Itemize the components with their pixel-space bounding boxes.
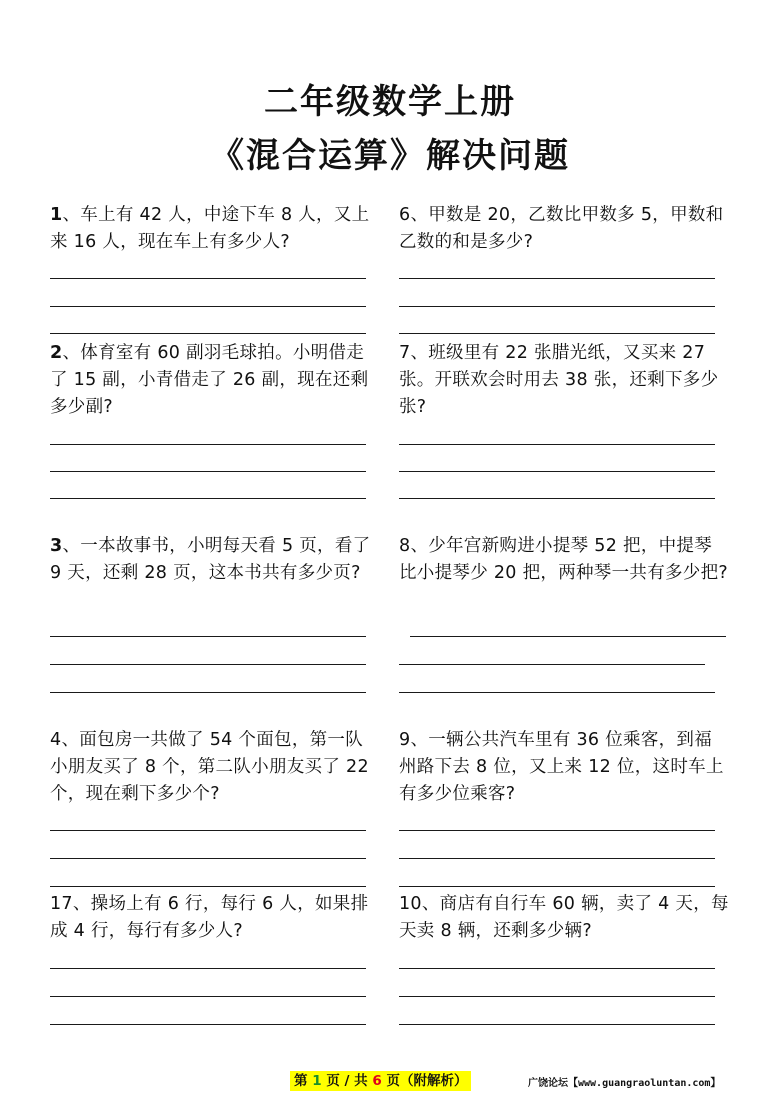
answer-line	[399, 444, 715, 445]
answer-line	[399, 692, 715, 693]
answer-line	[50, 664, 366, 665]
problem-text: 、少年宫新购进小提琴 52 把，中提琴比小提琴少 20 把，两种琴一共有多少把?	[399, 536, 728, 583]
answer-line	[399, 886, 715, 887]
problem-number: 17	[50, 894, 73, 914]
answer-line	[50, 996, 366, 997]
problem-1	[50, 202, 380, 256]
answer-line	[50, 333, 366, 334]
answer-line	[50, 306, 366, 307]
answer-line	[399, 968, 715, 969]
problem-number: 2	[50, 343, 63, 363]
answer-line	[410, 636, 726, 637]
page-middle: 页 / 共	[326, 1073, 368, 1089]
answer-line	[50, 1024, 366, 1025]
page-title: 二年级数学上册	[264, 82, 516, 122]
answer-line	[399, 471, 715, 472]
problem-text: 、一本故事书，小明每天看 5 页，看了 9 天，还剩 28 页，这本书共有多少页?	[50, 536, 371, 583]
answer-line	[50, 444, 366, 445]
problem-text: 、车上有 42 人，中途下车 8 人，又上来 16 人，现在车上有多少人?	[50, 205, 370, 252]
problem-number: 9	[399, 730, 411, 750]
current-page-number: 1	[312, 1073, 322, 1089]
problem-text: 、操场上有 6 行，每行 6 人，如果排成 4 行，每行有多少人?	[50, 894, 369, 941]
site-credit: 广饶论坛【www.guangraoluntan.com】	[528, 1078, 721, 1089]
answer-line	[399, 1024, 715, 1025]
problem-number: 7	[399, 343, 411, 363]
answer-line	[50, 692, 366, 693]
problem-2	[50, 340, 380, 421]
problem-number: 10	[399, 894, 422, 914]
page-suffix: 页（附解析）	[386, 1073, 468, 1089]
problem-text: 、面包房一共做了 54 个面包，第一队小朋友买了 8 个，第二队小朋友买了 22 个，现在剩下多少个?	[50, 730, 369, 804]
answer-line	[50, 830, 366, 831]
problem-number: 6	[399, 205, 411, 225]
problem-number: 4	[50, 730, 62, 750]
problem-10	[399, 891, 729, 945]
answer-line	[399, 306, 715, 307]
answer-line	[399, 858, 715, 859]
page-subtitle: 《混合运算》解决问题	[210, 136, 570, 176]
problem-4	[50, 727, 380, 808]
answer-line	[50, 968, 366, 969]
answer-line	[399, 498, 715, 499]
answer-line	[50, 858, 366, 859]
problem-text: 、班级里有 22 张腊光纸，又买来 27 张。开联欢会时用去 38 张，还剩下多少张?	[399, 343, 719, 417]
answer-line	[50, 278, 366, 279]
answer-line	[399, 830, 715, 831]
problem-3	[50, 533, 380, 587]
page-prefix: 第	[294, 1073, 308, 1089]
problem-number: 8	[399, 536, 411, 556]
answer-line	[50, 886, 366, 887]
answer-line	[399, 996, 715, 997]
problem-number: 3	[50, 536, 63, 556]
answer-line	[399, 333, 715, 334]
problem-7	[399, 340, 729, 421]
problem-text: 、甲数是 20，乙数比甲数多 5，甲数和乙数的和是多少?	[399, 205, 724, 252]
answer-line	[50, 636, 366, 637]
answer-line	[399, 664, 705, 665]
answer-line	[399, 278, 715, 279]
problem-17	[50, 891, 380, 945]
problem-number: 1	[50, 205, 63, 225]
problem-text: 、商店有自行车 60 辆，卖了 4 天，每天卖 8 辆，还剩多少辆?	[399, 894, 729, 941]
answer-line	[50, 471, 366, 472]
total-pages-number: 6	[372, 1073, 382, 1089]
problem-6	[399, 202, 729, 256]
problem-text: 、一辆公共汽车里有 36 位乘客，到福州路下去 8 位，又上来 12 位，这时车上有多少位乘客?	[399, 730, 724, 804]
answer-line	[50, 498, 366, 499]
problem-8	[399, 533, 729, 587]
problem-text: 、体育室有 60 副羽毛球拍。小明借走了 15 副，小青借走了 26 副，现在还剩多少副?	[50, 343, 369, 417]
page-indicator	[290, 1071, 471, 1091]
problem-9	[399, 727, 729, 808]
